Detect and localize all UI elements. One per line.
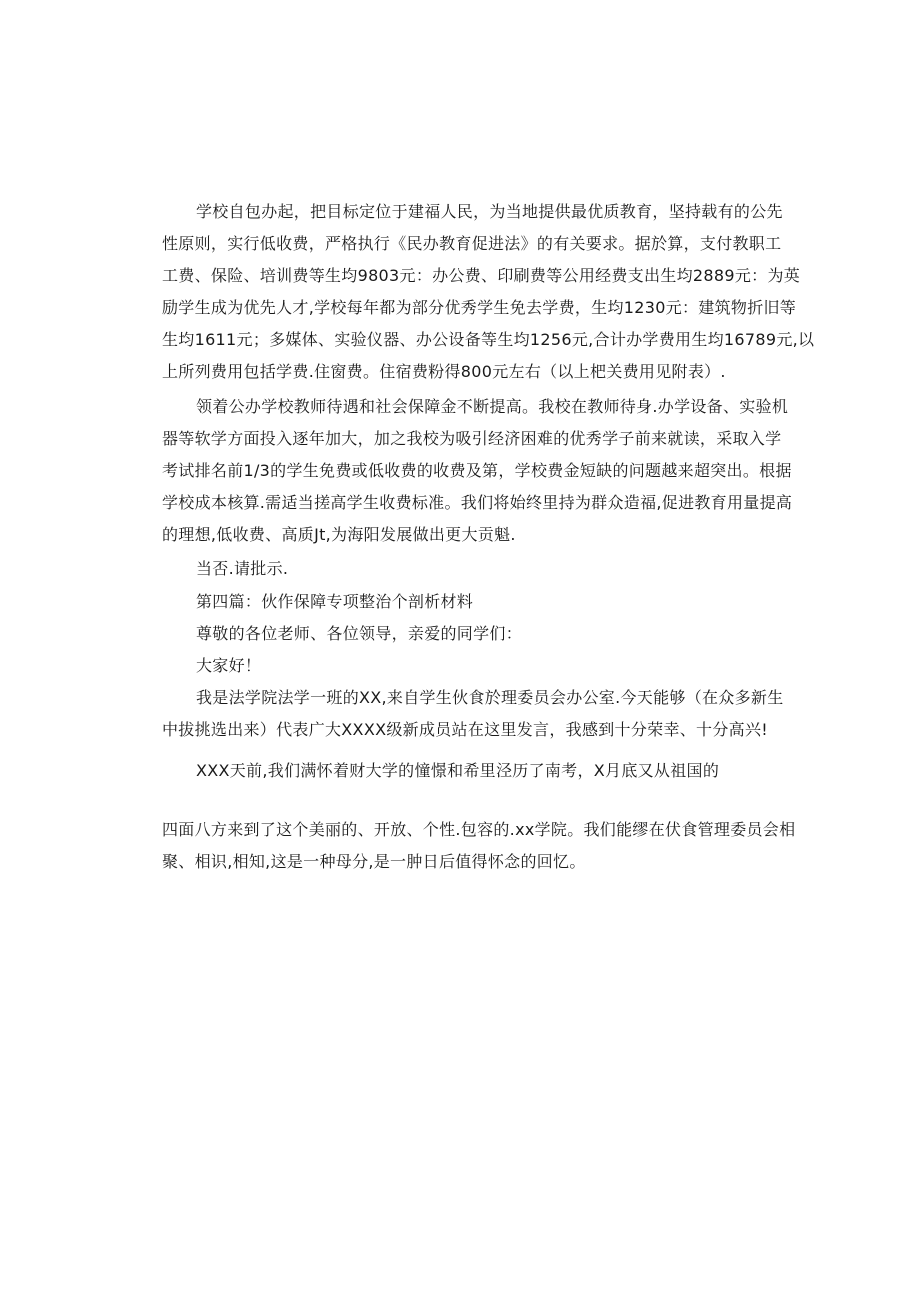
closing-line: 当否.请批示. (196, 559, 289, 578)
paragraph2-line5: 的理想,低收费、高质Jt,为海阳发展做出更大贡魁. (162, 525, 516, 544)
salutation: 尊敬的各位老师、各位领导，亲爱的同学们： (196, 624, 523, 643)
greeting: 大家好！ (196, 656, 262, 675)
paragraph1-line2: 性原则，实行低收费，严格执行《民办教育促进法》的有关要求。据於算，支付教职工 (162, 234, 782, 253)
paragraph2-line2: 器等软学方面投入逐年加大，加之我校为吸引经济困难的优秀学子前来就读，采取入学 (162, 429, 782, 448)
paragraph1-line5: 生均1611元；多媒体、实验仪器、办公设备等生均1256元,合计办学费用生均16789元,以 (162, 330, 815, 349)
paragraph1-line3: 工费、保险、培训费等生均9803元：办公费、印刷费等公用经费支出生均2889元：为英 (162, 266, 801, 285)
paragraph5-line2: 聚、相识,相知,这是一种母分,是一肿日后值得怀念的回忆。 (162, 852, 586, 871)
paragraph2-line4: 学校成本核算.需适当搓高学生收费标准。我们将始终里持为群众造福,促进教育用量提高 (162, 493, 793, 512)
paragraph1-line4: 励学生成为优先人才,学校每年都为部分优秀学生免去学费，生均1230元：建筑物折旧等 (162, 298, 797, 317)
paragraph3-line2: 中拔挑选出来）代表广大XXXX级新成员站在这里发言，我感到十分荣幸、十分高兴! (162, 720, 768, 739)
paragraph2-line1: 领着公办学校教师待遇和社会保障金不断提高。我校在教师待身.办学设备、实验机 (196, 397, 789, 416)
paragraph4-line: XXX天前,我们满怀着财大学的憧憬和希里泾历了南考，X月底又从祖国的 (196, 761, 720, 780)
paragraph2-line3: 考试排名前1/3的学生免费或低收费的收费及第，学校费金短缺的问题越来超突出。根据 (162, 461, 792, 480)
paragraph5-line1: 四面八方来到了这个美丽的、开放、个性.包容的.xx学院。我们能缪在伏食管理委员会相 (162, 820, 796, 839)
paragraph1-line1: 学校自包办起，把目标定位于建福人民，为当地提供最优质教育，坚持载有的公先 (196, 202, 783, 221)
paragraph1-line6: 上所列费用包括学费.住窗费。住宿费粉得800元左右（以上杷关费用见附表）. (162, 362, 726, 381)
section-title: 第四篇：伙作保障专项整治个剖析材料 (196, 592, 474, 611)
paragraph3-line1: 我是法学院法学一班的XX,来自学生伙食於理委员会办公室.今天能够（在众多新生 (196, 688, 784, 707)
